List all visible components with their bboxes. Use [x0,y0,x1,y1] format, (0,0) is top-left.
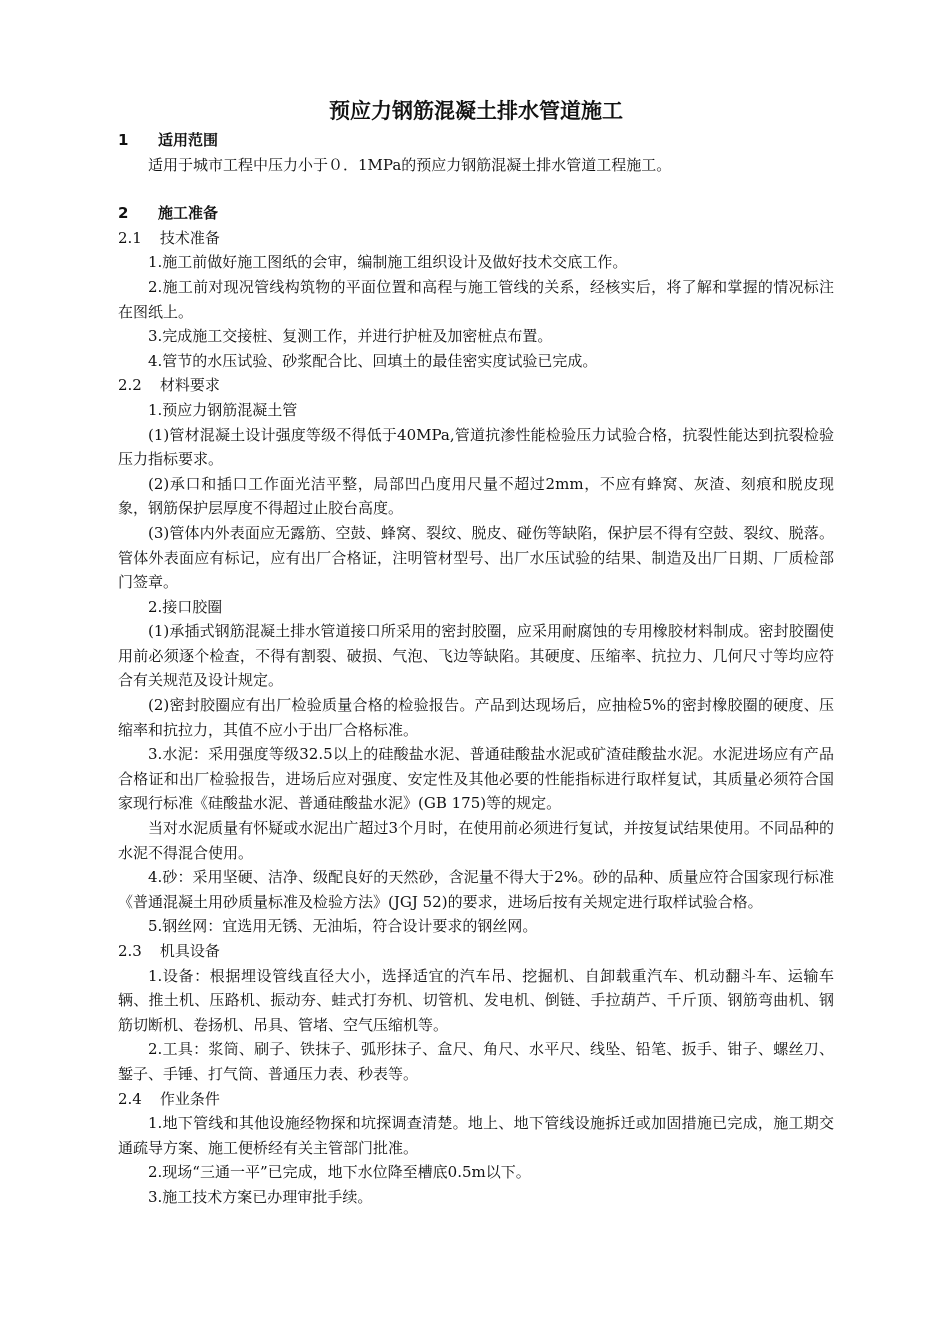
section-title: 适用范围 [158,131,219,149]
subsection-number: 2.1 [118,228,142,247]
paragraph: 3.水泥：采用强度等级32.5以上的硅酸盐水泥、普通硅酸盐水泥或矿渣硅酸盐水泥。水泥进场应有产品合格证和出厂检验报告，进场后应对强度、安定性及其他必要的性能指标进行取样复试，其质量必须符合国家现行标准《硅酸盐水泥、普通硅酸盐水泥》(GB 175)等的规定。 [118,745,834,813]
subsection-2-3-heading [118,939,834,964]
paragraph: 3.完成施工交接桩、复测工作，并进行护桩及加密桩点布置。 [148,327,553,346]
paragraph: 2.施工前对现况管线构筑物的平面位置和高程与施工管线的关系，经核实后，将了解和掌握的情况标注在图纸上。 [118,277,834,321]
paragraph: 2.工具：浆筒、刷子、铁抹子、弧形抹子、盒尺、角尺、水平尺、线坠、铅笔、扳手、钳子、螺丝刀、錾子、手锤、打气筒、普通压力表、秒表等。 [118,1040,834,1083]
paragraph: 1.设备：根据埋设管线直径大小，选择适宜的汽车吊、挖掘机、自卸载重汽车、机动翻斗车、运输车辆、推土机、压路机、振动夯、蛙式打夯机、切管机、发电机、倒链、手拉葫芦、千斤顶、钢筋弯曲机、钢筋切断机、卷扬机、吊具、管堵、空气压缩机等。 [118,966,834,1034]
section-title: 施工准备 [158,204,219,223]
paragraph: (1)管材混凝土设计强度等级不得低于40MPa,管道抗渗性能检验压力试验合格，抗裂性能达到抗裂检验压力指标要求。 [118,425,834,469]
subsection-title: 作业条件 [159,1089,220,1108]
document-page [118,96,834,1210]
paragraph: 适用于城市工程中压力小于０．1MPa的预应力钢筋混凝土排水管道工程施工。 [148,155,672,174]
paragraph: (3)管体内外表面应无露筋、空鼓、蜂窝、裂纹、脱皮、碰伤等缺陷，保护层不得有空鼓、裂纹、脱落。管体外表面应有标记，应有出厂合格证，注明管材型号、出厂水压试验的结果、制造及出厂日期、厂质检部门签章。 [118,523,834,592]
paragraph: 当对水泥质量有怀疑或水泥出广超过3个月时，在使用前必须进行复试，并按复试结果使用。不同品种的水泥不得混合使用。 [118,819,834,862]
subsection-number: 2.4 [118,1089,142,1108]
subsection-number: 2.3 [118,942,142,960]
paragraph: 4.管节的水压试验、砂浆配合比、回填土的最佳密实度试验已完成。 [148,351,598,370]
paragraph: (2)承口和插口工作面光洁平整，局部凹凸度用尺量不超过2mm，不应有蜂窝、灰渣、刻痕和脱皮现象，钢筋保护层厚度不得超过止胶台高度。 [118,474,834,518]
subsection-2-1-heading [118,226,834,251]
paragraph: 2.接口胶圈 [148,597,223,616]
paragraph: 5.钢丝网：宜选用无锈、无油垢，符合设计要求的钢丝网。 [148,917,538,936]
section-number: 1 [118,131,129,149]
document-title: 预应力钢筋混凝土排水管道施工 [329,99,623,123]
paragraph: 3.施工技术方案已办理审批手续。 [148,1187,373,1206]
paragraph: 2.现场“三通一平”已完成，地下水位降至槽底0.5m以下。 [148,1163,531,1182]
paragraph: 1.地下管线和其他设施经物探和坑探调查清楚。地上、地下管线设施拆迁或加固措施已完成，施工期交通疏导方案、施工便桥经有关主管部门批准。 [118,1114,834,1157]
subsection-number: 2.2 [118,376,142,395]
subsection-title: 机具设备 [159,942,220,960]
paragraph: 4.砂：采用坚硬、洁净、级配良好的天然砂，含泥量不得大于2%。砂的品种、质量应符合国家现行标准《普通混凝土用砂质量标准及检验方法》(JGJ 52)的要求，进场后按有关规定进行取样试验合格。 [118,868,834,911]
paragraph: (2)密封胶圈应有出厂检验质量合格的检验报告。产品到达现场后，应抽检5%的密封橡胶圈的硬度、压缩率和抗拉力，其值不应小于出厂合格标准。 [118,696,834,739]
section-2-heading [118,201,834,226]
paragraph: 1.预应力钢筋混凝土管 [148,400,298,419]
section-number: 2 [118,204,129,223]
section-1-heading [118,128,834,153]
subsection-title: 技术准备 [159,228,220,247]
subsection-2-2-heading [118,373,834,398]
subsection-title: 材料要求 [159,376,220,395]
paragraph: 1.施工前做好施工图纸的会审，编制施工组织设计及做好技术交底工作。 [148,253,628,272]
paragraph: (1)承插式钢筋混凝土排水管道接口所采用的密封胶圈，应采用耐腐蚀的专用橡胶材料制成。密封胶圈使用前必须逐个检查，不得有割裂、破损、气泡、飞边等缺陷。其硬度、压缩率、抗拉力、几何尺寸等均应符合有关规范及设计规定。 [118,622,834,690]
subsection-2-4-heading [118,1087,834,1112]
